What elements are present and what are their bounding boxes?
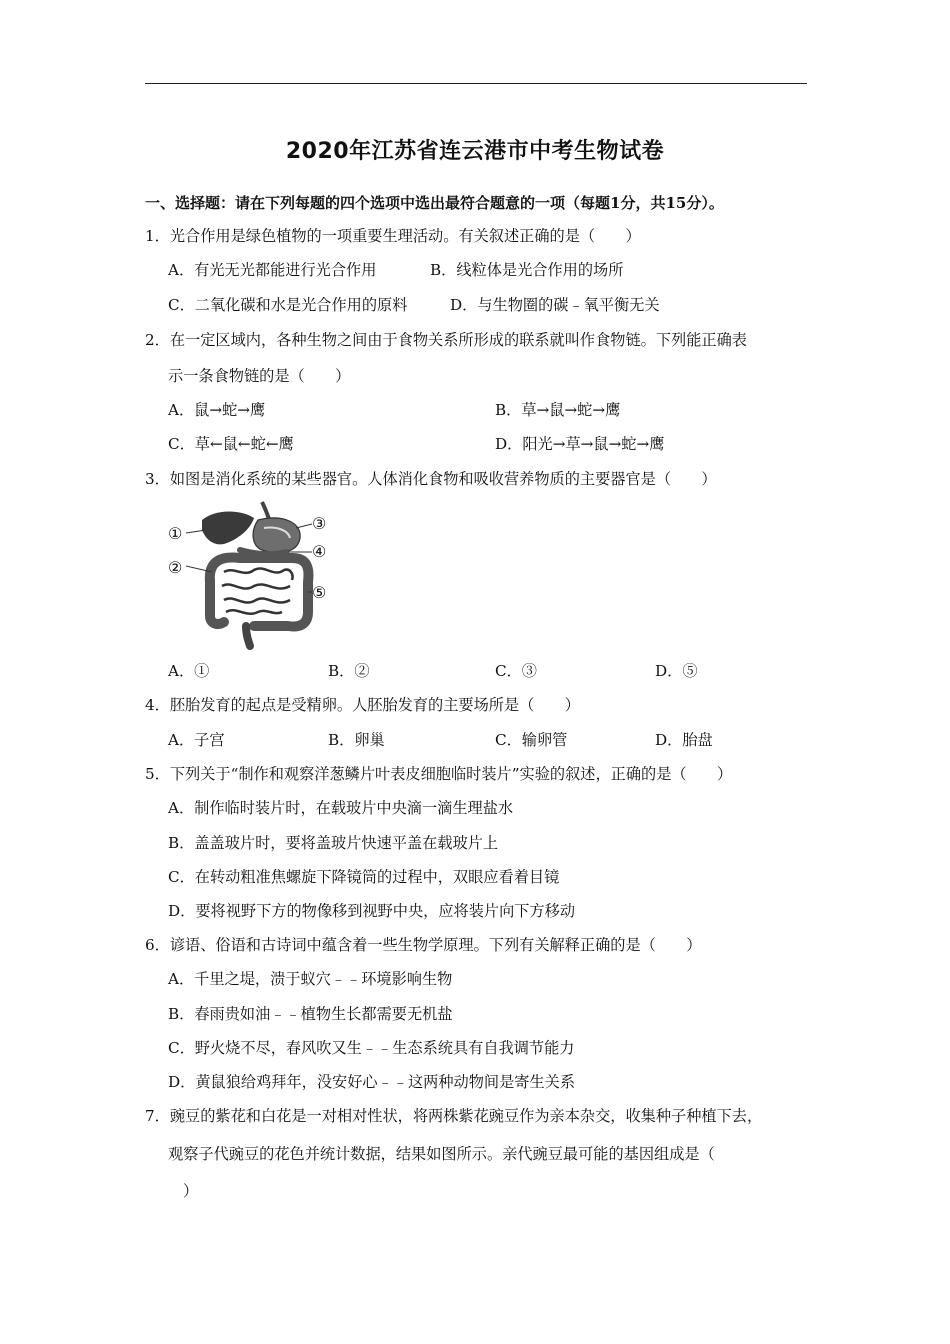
question-2-option-a: A．鼠→蛇→鹰 xyxy=(168,401,266,419)
question-2-option-b: B．草→鼠→蛇→鹰 xyxy=(495,401,621,419)
question-2-stem: 2．在一定区域内，各种生物之间由于食物关系所形成的联系就叫作食物链。下列能正确表 xyxy=(145,331,747,349)
question-3-option-c: C．③ xyxy=(495,662,537,680)
figure-label-3: ③ xyxy=(312,514,327,533)
question-2-option-d: D．阳光→草→鼠→蛇→鹰 xyxy=(495,435,665,453)
question-1-option-a: A．有光无光都能进行光合作用 xyxy=(168,261,377,279)
question-5-option-b: B．盖盖玻片时，要将盖玻片快速平盖在载玻片上 xyxy=(168,834,499,852)
digestive-system-figure xyxy=(162,500,338,650)
question-1-option-b: B．线粒体是光合作用的场所 xyxy=(430,261,624,279)
question-3-option-a: A．① xyxy=(168,662,210,680)
question-6-stem: 6．谚语、俗语和古诗词中蕴含着一些生物学原理。下列有关解释正确的是（ ） xyxy=(145,936,702,954)
question-4-option-a: A．子宫 xyxy=(168,731,225,749)
question-2-stem-cont: 示一条食物链的是（ ） xyxy=(168,367,351,385)
question-6-option-c: C．野火烧不尽，春风吹又生﹣﹣生态系统具有自我调节能力 xyxy=(168,1039,575,1057)
question-6-option-b: B．春雨贵如油﹣﹣植物生长都需要无机盐 xyxy=(168,1005,453,1023)
question-1-option-c: C．二氧化碳和水是光合作用的原料 xyxy=(168,296,408,314)
question-3-option-b: B．② xyxy=(328,662,370,680)
question-5-option-a: A．制作临时装片时，在载玻片中央滴一滴生理盐水 xyxy=(168,799,514,817)
question-5-stem: 5．下列关于“制作和观察洋葱鳞片叶表皮细胞临时装片”实验的叙述，正确的是（ ） xyxy=(145,765,733,783)
question-4-option-c: C．输卵管 xyxy=(495,731,568,749)
question-6-option-d: D．黄鼠狼给鸡拜年，没安好心﹣﹣这两种动物间是寄生关系 xyxy=(168,1073,576,1091)
page-title: 2020年江苏省连云港市中考生物试卷 xyxy=(285,139,665,164)
figure-label-1: ① xyxy=(168,524,183,543)
question-6-option-a: A．千里之堤，溃于蚁穴﹣﹣环境影响生物 xyxy=(168,970,453,988)
figure-label-2: ② xyxy=(168,558,183,577)
section-heading: 一、选择题：请在下列每题的四个选项中选出最符合题意的一项（每题1分，共15分）。 xyxy=(145,194,724,212)
header-rule xyxy=(145,83,807,84)
question-7-stem-cont: 观察子代豌豆的花色并统计数据，结果如图所示。亲代豌豆最可能的基因组成是（ xyxy=(168,1145,715,1163)
figure-label-4: ④ xyxy=(312,542,327,561)
question-2-option-c: C．草←鼠←蛇←鹰 xyxy=(168,435,294,453)
question-4-stem: 4．胚胎发育的起点是受精卵。人胚胎发育的主要场所是（ ） xyxy=(145,696,580,714)
question-4-option-d: D．胎盘 xyxy=(655,731,713,749)
question-3-stem: 3．如图是消化系统的某些器官。人体消化食物和吸收营养物质的主要器官是（ ） xyxy=(145,470,717,488)
question-7-stem-cont-2: ） xyxy=(183,1182,199,1200)
question-1-option-d: D．与生物圈的碳﹣氧平衡无关 xyxy=(450,296,660,314)
question-4-option-b: B．卵巢 xyxy=(328,731,385,749)
question-5-option-c: C．在转动粗准焦螺旋下降镜筒的过程中，双眼应看着目镜 xyxy=(168,868,560,886)
question-7-stem: 7．豌豆的紫花和白花是一对相对性状，将两株紫花豌豆作为亲本杂交，收集种子种植下去， xyxy=(145,1107,763,1125)
question-5-option-d: D．要将视野下方的物像移到视野中央，应将装片向下方移动 xyxy=(168,902,576,920)
figure-label-5: ⑤ xyxy=(312,583,327,602)
question-1-stem: 1．光合作用是绿色植物的一项重要生理活动。有关叙述正确的是（ ） xyxy=(145,227,641,245)
question-3-option-d: D．⑤ xyxy=(655,662,698,680)
